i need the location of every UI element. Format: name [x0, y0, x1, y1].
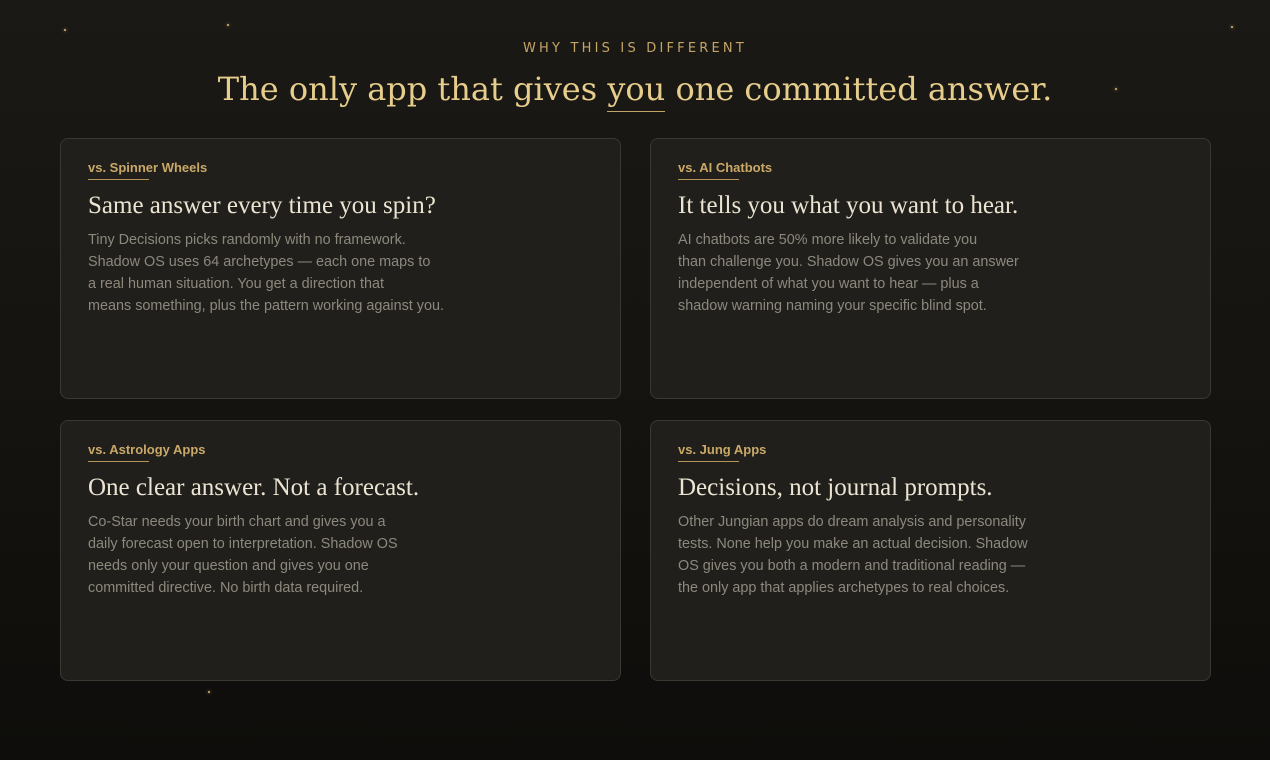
card-body-line: Tiny Decisions picks randomly with no framework.: [88, 231, 406, 248]
card-label: vs. Astrology Apps: [88, 442, 206, 462]
star-sparkle: [227, 24, 229, 26]
headline-text-start: The only app that gives: [217, 70, 608, 108]
comparison-card-jung-apps: [650, 420, 1211, 681]
card-label: vs. Jung Apps: [678, 442, 766, 462]
card-body: [678, 511, 1183, 599]
card-title: One clear answer. Not a forecast.: [88, 474, 420, 501]
card-title: Same answer every time you spin?: [88, 192, 436, 219]
section-eyebrow: WHY THIS IS DIFFERENT: [523, 41, 747, 56]
card-body-line: OS gives you both a modern and traditional reading —: [678, 557, 1026, 574]
star-sparkle: [64, 29, 66, 31]
card-body-line: Shadow OS uses 64 archetypes — each one maps to: [88, 253, 431, 270]
card-body-line: Co-Star needs your birth chart and gives you a: [88, 513, 386, 530]
card-body-line: daily forecast open to interpretation. Shadow OS: [88, 535, 398, 552]
headline-text-end: one committed answer.: [665, 70, 1053, 108]
section-headline: [0, 70, 1270, 112]
headline-highlight: you: [607, 73, 665, 112]
comparison-card-ai-chatbots: [650, 138, 1211, 399]
card-body-line: needs only your question and gives you one: [88, 557, 369, 574]
card-body-line: means something, plus the pattern working against you.: [88, 297, 444, 314]
card-body-line: the only app that applies archetypes to real choices.: [678, 579, 1010, 596]
comparison-card-spinner-wheels: [60, 138, 621, 399]
card-body-line: tests. None help you make an actual decision. Shadow: [678, 535, 1028, 552]
star-sparkle: [1231, 26, 1233, 28]
card-body-line: a real human situation. You get a direction that: [88, 275, 385, 292]
card-body: [88, 229, 593, 317]
card-body-line: Other Jungian apps do dream analysis and personality: [678, 513, 1026, 530]
card-body-line: shadow warning naming your specific blind spot.: [678, 297, 987, 314]
card-label: vs. AI Chatbots: [678, 160, 772, 180]
comparison-card-astrology-apps: [60, 420, 621, 681]
card-body: [678, 229, 1183, 317]
star-sparkle: [208, 691, 210, 693]
card-title: Decisions, not journal prompts.: [678, 474, 993, 501]
card-body-line: than challenge you. Shadow OS gives you an answer: [678, 253, 1019, 270]
card-body: [88, 511, 593, 599]
card-body-line: committed directive. No birth data required.: [88, 579, 364, 596]
card-label: vs. Spinner Wheels: [88, 160, 207, 180]
card-body-line: independent of what you want to hear — plus a: [678, 275, 979, 292]
card-title: It tells you what you want to hear.: [678, 192, 1019, 219]
card-body-line: AI chatbots are 50% more likely to validate you: [678, 231, 978, 248]
